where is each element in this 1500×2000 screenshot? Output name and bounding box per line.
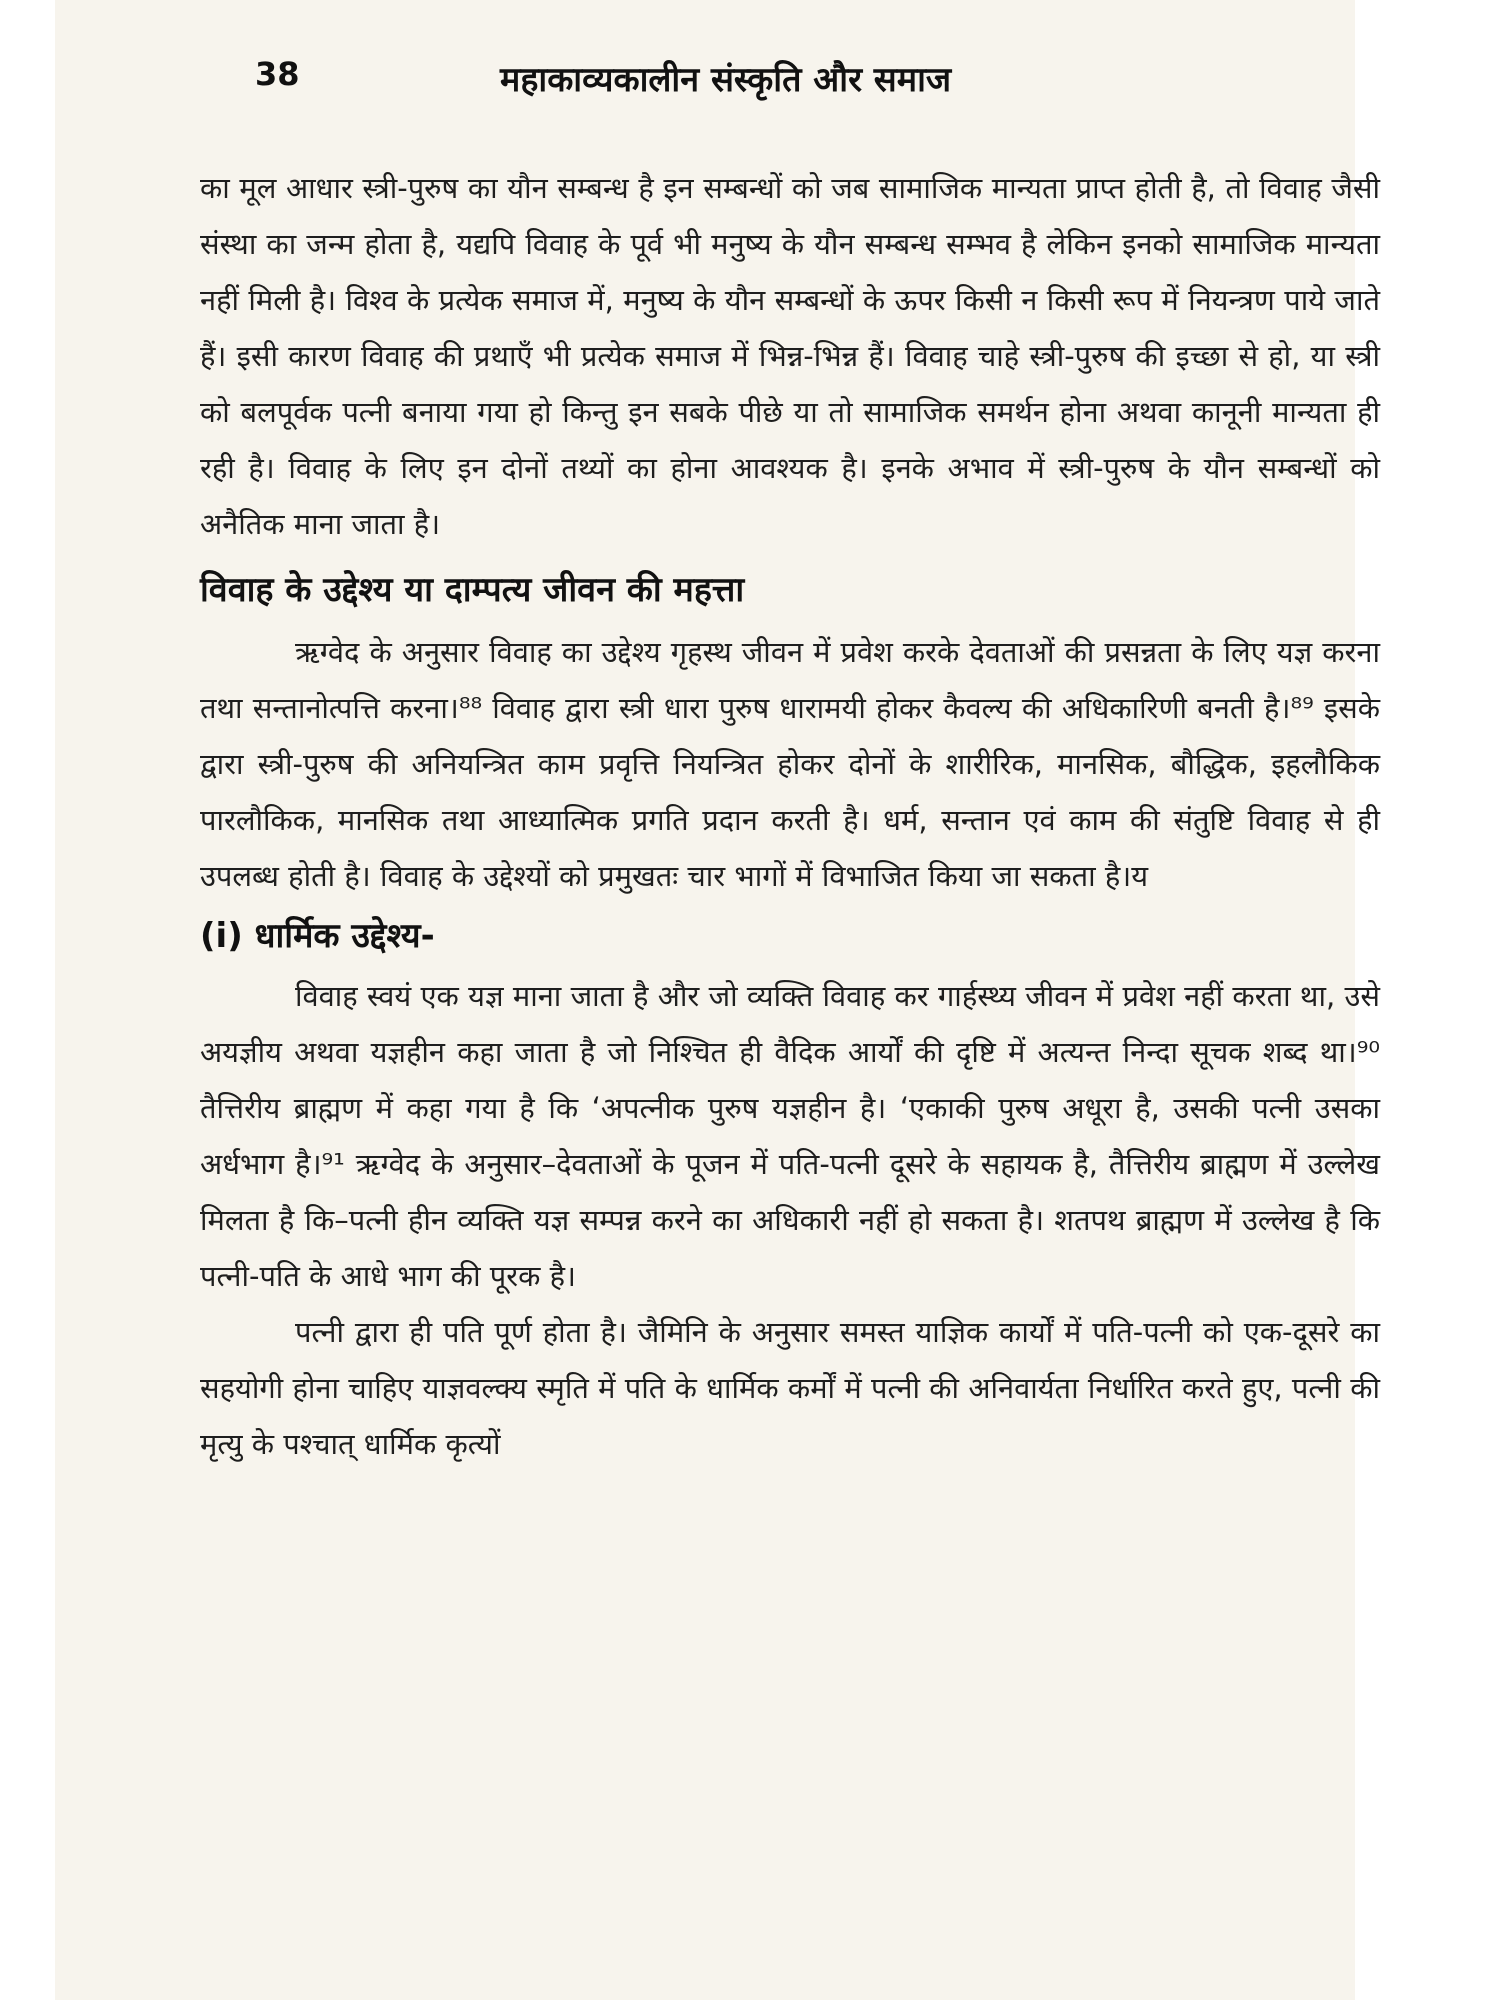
page-number: 38 <box>255 55 300 93</box>
paragraph-2: ऋग्वेद के अनुसार विवाह का उद्देश्य गृहस्थ जीवन में प्रवेश करके देवताओं की प्रसन्नता के लिए यज्ञ करना तथा सन्तानोत्पत्ति करना।⁸⁸ विवाह द्वारा स्त्री धारा पुरुष धारामयी होकर कैवल्य की अधिकारिणी बनती है।⁸⁹ इसके द्वारा स्त्री-पुरुष की अनियन्त्रित काम प्रवृत्ति नियन्त्रित होकर दोनों के शारीरिक, मानसिक, बौद्धिक, इहलौकिक पारलौकिक, मानसिक तथा आध्यात्मिक प्रगति प्रदान करती है। धर्म, सन्तान एवं काम की संतुष्टि विवाह से ही उपलब्ध होती है। विवाह के उद्देश्यों को प्रमुखतः चार भागों में विभाजित किया जा सकता है।य <box>200 635 1380 893</box>
section-heading: विवाह के उद्देश्य या दाम्पत्य जीवन की महत्ता <box>200 570 745 610</box>
paragraph-4: पत्नी द्वारा ही पति पूर्ण होता है। जैमिनि के अनुसार समस्त याज्ञिक कार्यों में पति-पत्नी को एक-दूसरे का सहयोगी होना चाहिए याज्ञवल्क्य स्मृति में पति के धार्मिक कर्मों में पत्नी की अनिवार्यता निर्धारित करते हुए, पत्नी की मृत्यु के पश्चात् धार्मिक कृत्यों <box>200 1315 1380 1461</box>
paragraph-1: का मूल आधार स्त्री-पुरुष का यौन सम्बन्ध है इन सम्बन्धों को जब सामाजिक मान्यता प्राप्त होती है, तो विवाह जैसी संस्था का जन्म होता है, यद्यपि विवाह के पूर्व भी मनुष्य के यौन सम्बन्ध सम्भव है लेकिन इनको सामाजिक मान्यता नहीं मिली है। विश्व के प्रत्येक समाज में, मनुष्य के यौन सम्बन्धों के ऊपर किसी न किसी रूप में नियन्त्रण पाये जाते हैं। इसी कारण विवाह की प्रथाएँ भी प्रत्येक समाज में भिन्न-भिन्न हैं। विवाह चाहे स्त्री-पुरुष की इच्छा से हो, या स्त्री को बलपूर्वक पत्नी बनाया गया हो किन्तु इन सबके पीछे या तो सामाजिक समर्थन होना अथवा कानूनी मान्यता ही रही है। विवाह के लिए इन दोनों तथ्यों का होना आवश्यक है। इनके अभाव में स्त्री-पुरुष के यौन सम्बन्धों को अनैतिक माना जाता है। <box>200 171 1380 541</box>
page-header <box>200 55 1380 115</box>
page-content <box>200 55 1380 1472</box>
subsection-heading: (i) धार्मिक उद्देश्य- <box>200 916 435 956</box>
running-title: महाकाव्यकालीन संस्कृति और समाज <box>500 60 952 100</box>
book-page <box>55 0 1380 2000</box>
paragraph-3: विवाह स्वयं एक यज्ञ माना जाता है और जो व्यक्ति विवाह कर गार्हस्थ्य जीवन में प्रवेश नहीं करता था, उसे अयज्ञीय अथवा यज्ञहीन कहा जाता है जो निश्चित ही वैदिक आर्यों की दृष्टि में अत्यन्त निन्दा सूचक शब्द था।⁹⁰ तैत्तिरीय ब्राह्मण में कहा गया है कि ‘अपत्नीक पुरुष यज्ञहीन है। ‘एकाकी पुरुष अधूरा है, उसकी पत्नी उसका अर्धभाग है।⁹¹ ऋग्वेद के अनुसार–देवताओं के पूजन में पति-पत्नी दूसरे के सहायक है, तैत्तिरीय ब्राह्मण में उल्लेख मिलता है कि–पत्नी हीन व्यक्ति यज्ञ सम्पन्न करने का अधिकारी नहीं हो सकता है। शतपथ ब्राह्मण में उल्लेख है कि पत्नी-पति के आधे भाग की पूरक है। <box>200 979 1380 1293</box>
